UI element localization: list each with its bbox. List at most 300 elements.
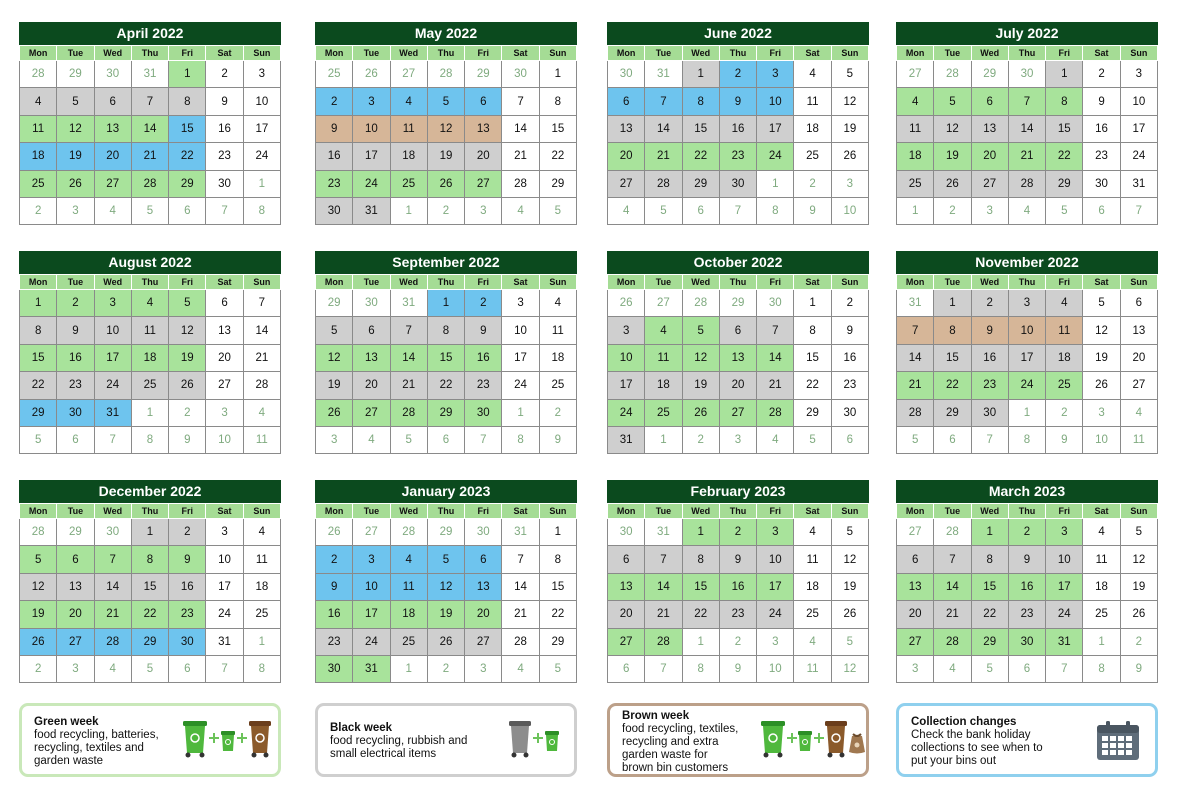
plus-icon [209, 733, 219, 743]
outside-month-day-cell: 10 [831, 197, 868, 224]
day-cell: 9 [719, 546, 756, 573]
month-grid [315, 503, 577, 683]
day-cell: 21 [502, 601, 539, 628]
day-cell: 14 [1008, 115, 1045, 142]
day-cell: 25 [20, 170, 57, 197]
day-cell: 26 [831, 143, 868, 170]
day-cell: 24 [1046, 601, 1083, 628]
weekday-header: Mon [20, 46, 57, 61]
day-cell: 23 [169, 601, 206, 628]
week-row [20, 573, 281, 600]
day-cell: 1 [971, 519, 1008, 546]
month-calendar [607, 480, 869, 683]
day-cell: 12 [20, 573, 57, 600]
outside-month-day-cell: 2 [20, 197, 57, 224]
weekday-header: Sun [831, 46, 868, 61]
week-row [897, 143, 1158, 170]
day-cell: 30 [169, 628, 206, 655]
month-title: September 2022 [315, 251, 577, 274]
week-row [897, 61, 1158, 88]
day-cell: 22 [1046, 143, 1083, 170]
day-cell: 30 [316, 197, 353, 224]
day-cell: 12 [57, 115, 94, 142]
day-cell: 17 [502, 344, 539, 371]
week-row [20, 317, 281, 344]
day-cell: 17 [94, 344, 131, 371]
day-cell: 26 [316, 399, 353, 426]
day-cell: 7 [645, 546, 682, 573]
day-cell: 21 [502, 143, 539, 170]
outside-month-day-cell: 5 [831, 628, 868, 655]
outside-month-day-cell: 29 [316, 290, 353, 317]
day-cell: 6 [353, 317, 390, 344]
outside-month-day-cell: 31 [502, 519, 539, 546]
weekday-header: Thu [1008, 275, 1045, 290]
day-cell: 31 [1120, 170, 1157, 197]
day-cell: 9 [719, 88, 756, 115]
day-cell: 15 [682, 573, 719, 600]
day-cell: 13 [1120, 317, 1157, 344]
outside-month-day-cell: 4 [353, 426, 390, 453]
outside-month-day-cell: 29 [719, 290, 756, 317]
day-cell: 8 [131, 546, 168, 573]
day-cell: 21 [645, 601, 682, 628]
day-cell: 23 [719, 143, 756, 170]
day-cell: 27 [971, 170, 1008, 197]
day-cell: 28 [94, 628, 131, 655]
day-cell: 7 [934, 546, 971, 573]
week-row [316, 628, 577, 655]
day-cell: 3 [94, 290, 131, 317]
day-cell: 5 [934, 88, 971, 115]
outside-month-day-cell: 3 [57, 655, 94, 682]
outside-month-day-cell: 5 [645, 197, 682, 224]
day-cell: 27 [608, 628, 645, 655]
day-cell: 29 [539, 628, 576, 655]
weekday-header: Mon [608, 275, 645, 290]
day-cell: 27 [608, 170, 645, 197]
day-cell: 1 [20, 290, 57, 317]
outside-month-day-cell: 4 [94, 655, 131, 682]
day-cell: 3 [243, 61, 280, 88]
outside-month-day-cell: 2 [1046, 399, 1083, 426]
day-cell: 17 [1008, 344, 1045, 371]
legend-description: food recycling, batteries, [34, 729, 159, 741]
day-cell: 8 [427, 317, 464, 344]
week-row [897, 88, 1158, 115]
day-cell: 9 [57, 317, 94, 344]
day-cell: 16 [719, 573, 756, 600]
week-row [897, 573, 1158, 600]
day-cell: 19 [427, 143, 464, 170]
day-cell: 29 [539, 170, 576, 197]
outside-month-day-cell: 6 [608, 655, 645, 682]
outside-month-day-cell: 3 [57, 197, 94, 224]
day-cell: 19 [1083, 344, 1120, 371]
day-cell: 28 [131, 170, 168, 197]
month-calendar [19, 480, 281, 683]
day-cell: 21 [131, 143, 168, 170]
weekday-header: Fri [169, 504, 206, 519]
week-row [316, 655, 577, 682]
weekday-header: Sat [502, 46, 539, 61]
weekday-header: Thu [427, 504, 464, 519]
weekday-header: Tue [645, 275, 682, 290]
weekday-header-row [20, 46, 281, 61]
outside-month-day-cell: 3 [831, 170, 868, 197]
day-cell: 4 [1083, 519, 1120, 546]
weekday-header-row [897, 275, 1158, 290]
weekday-header: Mon [316, 504, 353, 519]
weekday-header: Wed [971, 504, 1008, 519]
weekday-header: Tue [645, 504, 682, 519]
outside-month-day-cell: 11 [243, 426, 280, 453]
outside-month-day-cell: 27 [897, 519, 934, 546]
day-cell: 8 [169, 88, 206, 115]
outside-month-day-cell: 31 [645, 519, 682, 546]
month-title: May 2022 [315, 22, 577, 45]
day-cell: 19 [427, 601, 464, 628]
day-cell: 2 [1008, 519, 1045, 546]
day-cell: 30 [831, 399, 868, 426]
day-cell: 14 [390, 344, 427, 371]
outside-month-day-cell: 7 [719, 197, 756, 224]
day-cell: 24 [206, 601, 243, 628]
day-cell: 23 [465, 372, 502, 399]
day-cell: 22 [971, 601, 1008, 628]
day-cell: 8 [20, 317, 57, 344]
month-grid [896, 45, 1158, 225]
weekday-header: Thu [427, 275, 464, 290]
day-cell: 2 [169, 519, 206, 546]
day-cell: 13 [206, 317, 243, 344]
plus-icon [533, 733, 543, 743]
weekday-header: Wed [94, 504, 131, 519]
outside-month-day-cell: 9 [539, 426, 576, 453]
week-row [316, 290, 577, 317]
day-cell: 17 [353, 143, 390, 170]
weekday-header: Mon [608, 504, 645, 519]
day-cell: 8 [1046, 88, 1083, 115]
day-cell: 2 [206, 61, 243, 88]
weekday-header: Fri [1046, 504, 1083, 519]
outside-month-day-cell: 9 [719, 655, 756, 682]
week-row [20, 344, 281, 371]
day-cell: 26 [1120, 601, 1157, 628]
week-row [20, 197, 281, 224]
month-calendar [315, 251, 577, 454]
month-grid [19, 45, 281, 225]
day-cell: 18 [131, 344, 168, 371]
weekday-header: Fri [169, 46, 206, 61]
day-cell: 10 [1046, 546, 1083, 573]
outside-month-day-cell: 7 [1046, 655, 1083, 682]
weekday-header: Wed [971, 275, 1008, 290]
weekday-header: Fri [465, 504, 502, 519]
day-cell: 3 [1120, 61, 1157, 88]
day-cell: 2 [971, 290, 1008, 317]
day-cell: 20 [206, 344, 243, 371]
week-row [20, 170, 281, 197]
garden-sack-icon [848, 732, 866, 754]
day-cell: 18 [1046, 344, 1083, 371]
weekday-header: Tue [353, 275, 390, 290]
outside-month-day-cell: 12 [831, 655, 868, 682]
weekday-header: Thu [131, 46, 168, 61]
day-cell: 6 [897, 546, 934, 573]
brown-wheelie-bin-icon [824, 720, 848, 758]
month-grid [315, 45, 577, 225]
day-cell: 6 [465, 88, 502, 115]
day-cell: 23 [57, 372, 94, 399]
day-cell: 20 [608, 143, 645, 170]
day-cell: 16 [831, 344, 868, 371]
day-cell: 15 [20, 344, 57, 371]
day-cell: 29 [20, 399, 57, 426]
day-cell: 5 [169, 290, 206, 317]
weekday-header: Thu [1008, 504, 1045, 519]
outside-month-day-cell: 30 [757, 290, 794, 317]
outside-month-day-cell: 7 [971, 426, 1008, 453]
weekday-header: Tue [57, 46, 94, 61]
day-cell: 1 [682, 61, 719, 88]
week-row [316, 170, 577, 197]
day-cell: 2 [831, 290, 868, 317]
day-cell: 3 [353, 546, 390, 573]
week-row [316, 115, 577, 142]
outside-month-day-cell: 27 [390, 61, 427, 88]
legend-title: Brown week [622, 710, 690, 722]
outside-month-day-cell: 28 [934, 519, 971, 546]
month-title: November 2022 [896, 251, 1158, 274]
weekday-header: Tue [934, 46, 971, 61]
outside-month-day-cell: 28 [934, 61, 971, 88]
weekday-header: Sat [1083, 46, 1120, 61]
day-cell: 19 [169, 344, 206, 371]
day-cell: 9 [831, 317, 868, 344]
month-grid [607, 274, 869, 454]
weekday-header-row [608, 46, 869, 61]
day-cell: 9 [206, 88, 243, 115]
week-row [316, 426, 577, 453]
legend-black-week [315, 703, 577, 777]
weekday-header: Sat [206, 46, 243, 61]
day-cell: 5 [831, 61, 868, 88]
day-cell: 1 [539, 519, 576, 546]
week-row [897, 655, 1158, 682]
day-cell: 25 [645, 399, 682, 426]
day-cell: 28 [897, 399, 934, 426]
day-cell: 22 [934, 372, 971, 399]
week-row [20, 655, 281, 682]
outside-month-day-cell: 5 [897, 426, 934, 453]
outside-month-day-cell: 1 [1008, 399, 1045, 426]
week-row [20, 115, 281, 142]
weekday-header: Thu [719, 504, 756, 519]
day-cell: 20 [719, 372, 756, 399]
day-cell: 13 [94, 115, 131, 142]
day-cell: 3 [1008, 290, 1045, 317]
week-row [608, 197, 869, 224]
day-cell: 8 [682, 546, 719, 573]
week-row [897, 426, 1158, 453]
day-cell: 6 [465, 546, 502, 573]
day-cell: 12 [831, 88, 868, 115]
outside-month-day-cell: 8 [682, 655, 719, 682]
week-row [897, 628, 1158, 655]
day-cell: 6 [971, 88, 1008, 115]
outside-month-day-cell: 4 [243, 399, 280, 426]
day-cell: 11 [390, 115, 427, 142]
outside-month-day-cell: 2 [682, 426, 719, 453]
day-cell: 4 [1046, 290, 1083, 317]
day-cell: 4 [539, 290, 576, 317]
day-cell: 18 [390, 601, 427, 628]
outside-month-day-cell: 8 [243, 197, 280, 224]
day-cell: 21 [94, 601, 131, 628]
day-cell: 2 [719, 519, 756, 546]
day-cell: 14 [502, 115, 539, 142]
week-row [608, 290, 869, 317]
day-cell: 26 [682, 399, 719, 426]
day-cell: 2 [719, 61, 756, 88]
outside-month-day-cell: 29 [971, 61, 1008, 88]
day-cell: 21 [390, 372, 427, 399]
day-cell: 5 [682, 317, 719, 344]
weekday-header: Sun [831, 504, 868, 519]
weekday-header: Thu [1008, 46, 1045, 61]
week-row [316, 573, 577, 600]
day-cell: 17 [1120, 115, 1157, 142]
day-cell: 10 [353, 573, 390, 600]
day-cell: 18 [794, 115, 831, 142]
day-cell: 26 [1083, 372, 1120, 399]
day-cell: 7 [645, 88, 682, 115]
outside-month-day-cell: 31 [131, 61, 168, 88]
week-row [316, 546, 577, 573]
outside-month-day-cell: 7 [1120, 197, 1157, 224]
weekday-header: Thu [131, 504, 168, 519]
day-cell: 23 [1008, 601, 1045, 628]
day-cell: 2 [316, 88, 353, 115]
weekday-header: Fri [757, 504, 794, 519]
day-cell: 4 [794, 61, 831, 88]
day-cell: 22 [682, 601, 719, 628]
outside-month-day-cell: 2 [934, 197, 971, 224]
week-row [316, 601, 577, 628]
week-row [897, 601, 1158, 628]
day-cell: 19 [831, 115, 868, 142]
day-cell: 28 [1008, 170, 1045, 197]
week-row [316, 399, 577, 426]
day-cell: 10 [206, 546, 243, 573]
day-cell: 17 [243, 115, 280, 142]
outside-month-day-cell: 1 [682, 628, 719, 655]
outside-month-day-cell: 3 [897, 655, 934, 682]
day-cell: 24 [94, 372, 131, 399]
day-cell: 25 [390, 628, 427, 655]
day-cell: 7 [502, 546, 539, 573]
weekday-header: Wed [682, 504, 719, 519]
week-row [316, 519, 577, 546]
day-cell: 29 [934, 399, 971, 426]
day-cell: 19 [682, 372, 719, 399]
outside-month-day-cell: 2 [794, 170, 831, 197]
plus-icon [814, 733, 824, 743]
day-cell: 15 [971, 573, 1008, 600]
outside-month-day-cell: 6 [427, 426, 464, 453]
day-cell: 26 [934, 170, 971, 197]
day-cell: 4 [131, 290, 168, 317]
month-calendar [315, 480, 577, 683]
outside-month-day-cell: 26 [316, 519, 353, 546]
weekday-header: Sun [1120, 504, 1157, 519]
day-cell: 6 [719, 317, 756, 344]
day-cell: 9 [316, 573, 353, 600]
week-row [608, 628, 869, 655]
outside-month-day-cell: 5 [20, 426, 57, 453]
weekday-header-row [897, 504, 1158, 519]
day-cell: 3 [757, 61, 794, 88]
day-cell: 10 [502, 317, 539, 344]
day-cell: 26 [427, 628, 464, 655]
day-cell: 27 [897, 628, 934, 655]
weekday-header: Wed [682, 275, 719, 290]
day-cell: 30 [206, 170, 243, 197]
week-row [897, 344, 1158, 371]
outside-month-day-cell: 7 [645, 655, 682, 682]
outside-month-day-cell: 30 [353, 290, 390, 317]
week-row [20, 546, 281, 573]
outside-month-day-cell: 31 [645, 61, 682, 88]
day-cell: 22 [169, 143, 206, 170]
day-cell: 26 [169, 372, 206, 399]
day-cell: 5 [1083, 290, 1120, 317]
day-cell: 20 [897, 601, 934, 628]
day-cell: 11 [243, 546, 280, 573]
day-cell: 22 [794, 372, 831, 399]
day-cell: 14 [645, 573, 682, 600]
day-cell: 28 [645, 170, 682, 197]
day-cell: 11 [645, 344, 682, 371]
day-cell: 6 [608, 88, 645, 115]
day-cell: 15 [427, 344, 464, 371]
day-cell: 17 [206, 573, 243, 600]
day-cell: 8 [539, 546, 576, 573]
weekday-header: Thu [131, 275, 168, 290]
day-cell: 4 [645, 317, 682, 344]
day-cell: 16 [971, 344, 1008, 371]
day-cell: 15 [794, 344, 831, 371]
outside-month-day-cell: 2 [1120, 628, 1157, 655]
day-cell: 4 [390, 88, 427, 115]
outside-month-day-cell: 5 [794, 426, 831, 453]
day-cell: 16 [169, 573, 206, 600]
weekday-header: Fri [465, 275, 502, 290]
weekday-header: Sun [539, 504, 576, 519]
day-cell: 26 [831, 601, 868, 628]
outside-month-day-cell: 29 [427, 519, 464, 546]
day-cell: 11 [390, 573, 427, 600]
outside-month-day-cell: 5 [539, 655, 576, 682]
month-title: January 2023 [315, 480, 577, 503]
legend-description: brown bin customers [622, 762, 729, 774]
outside-month-day-cell: 4 [934, 655, 971, 682]
day-cell: 12 [682, 344, 719, 371]
day-cell: 12 [427, 115, 464, 142]
outside-month-day-cell: 31 [897, 290, 934, 317]
week-row [608, 170, 869, 197]
